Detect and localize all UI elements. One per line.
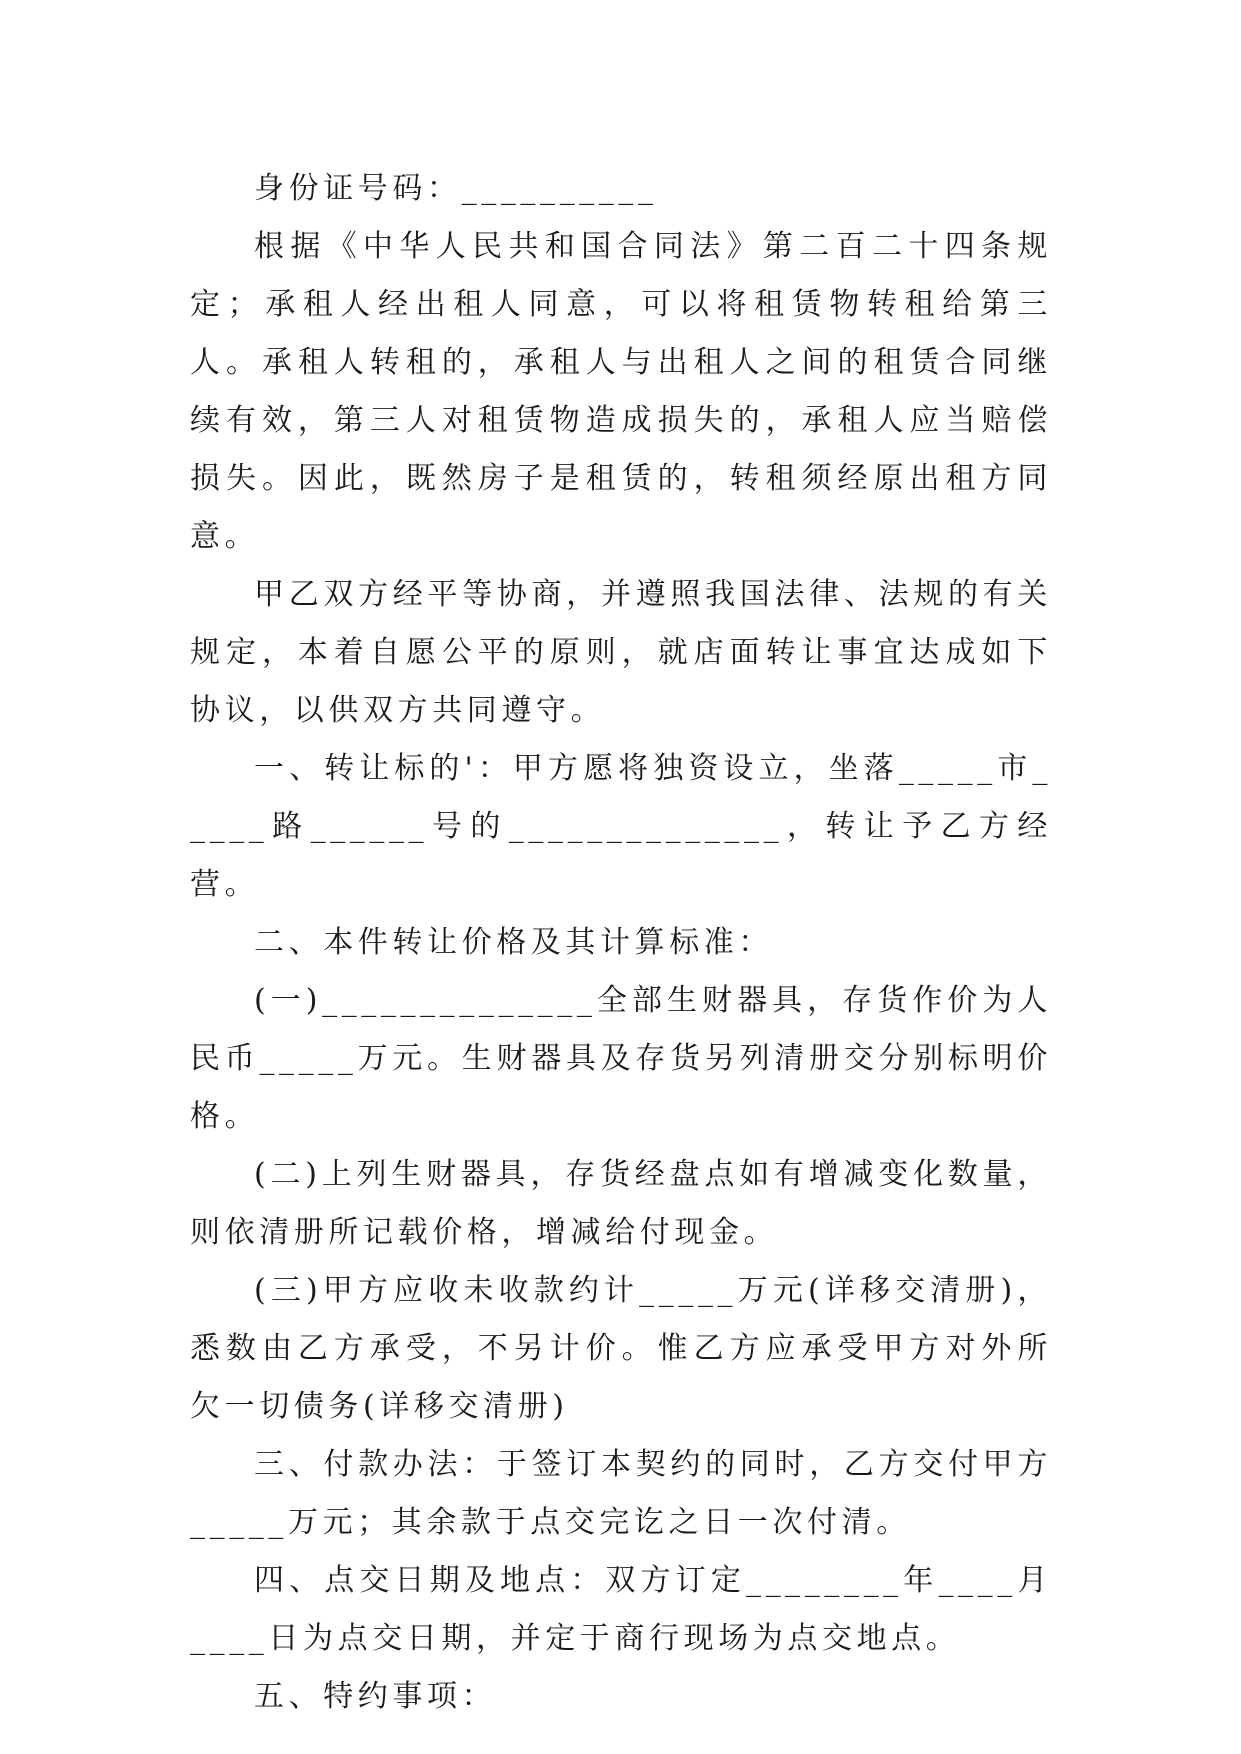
clause-2-item-3: (三)甲方应收未收款约计_____万元(详移交清册)，悉数由乙方承受，不另计价。惟乙方应承受甲方对外所欠一切债务(详移交清册) (190, 1273, 1052, 1424)
id-number-line: 身份证号码：__________ (254, 171, 658, 206)
clause-2-item-1: (一)______________全部生财器具，存货作价为人民币_____万元。生财器具及存货另列清册交分别标明价格。 (190, 983, 1052, 1134)
clause-1-transfer-subject: 一、转让标的'：甲方愿将独资设立，坐落_____市_____路______号的______________，转让予乙方经营。 (190, 751, 1052, 902)
clause-3-payment: 三、付款办法：于签订本契约的同时，乙方交付甲方_____万元；其余款于点交完讫之日一次付清。 (190, 1447, 1052, 1540)
clause-2-heading: 二、本件转让价格及其计算标准： (254, 925, 773, 960)
agreement-intro-paragraph: 甲乙双方经平等协商，并遵照我国法律、法规的有关规定，本着自愿公平的原则，就店面转让事宜达成如下协议，以供双方共同遵守。 (190, 577, 1052, 728)
clause-4-handover: 四、点交日期及地点：双方订定________年____月____日为点交日期，并定于商行现场为点交地点。 (190, 1563, 1052, 1656)
clause-5-special-terms: 五、特约事项： (254, 1679, 497, 1714)
document-body (190, 160, 1052, 1726)
clause-2-item-2: (二)上列生财器具，存货经盘点如有增减变化数量，则依清册所记载价格，增减给付现金。 (190, 1157, 1052, 1250)
legal-basis-paragraph: 根据《中华人民共和国合同法》第二百二十四条规定；承租人经出租人同意，可以将租赁物转租给第三人。承租人转租的，承租人与出租人之间的租赁合同继续有效，第三人对租赁物造成损失的，承租人应当赔偿损失。因此，既然房子是租赁的，转租须经原出租方同意。 (190, 229, 1052, 554)
